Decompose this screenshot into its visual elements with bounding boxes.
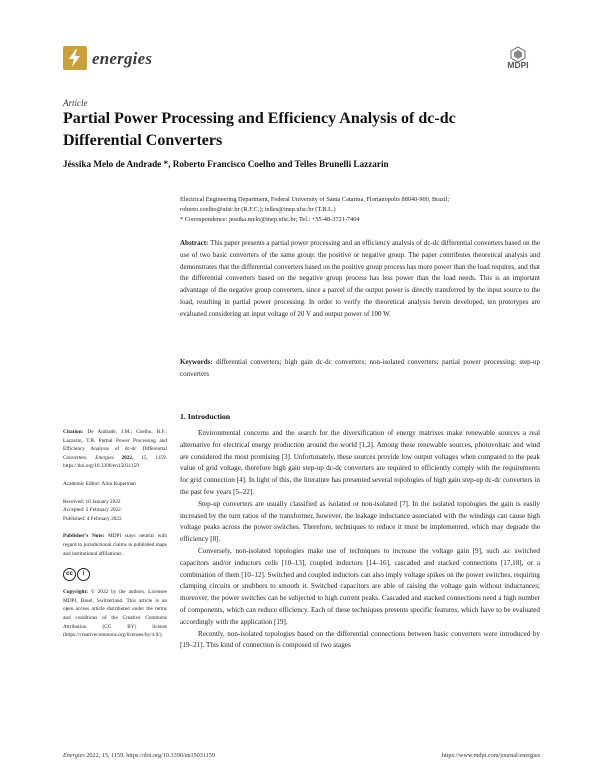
paragraph: Recently, non-isolated topologies based on the differential connections between basic converters were introduced by [19–21]. This kind of connection is composed of two stages xyxy=(180,629,540,650)
citation-text: De Andrade, J.M.; Coelho, R.F.; Lazzarin, T.B. Partial Power Processing and Efficiency Analysis of dc-dc Differential Converters. xyxy=(63,429,167,461)
received-date: Received: 10 January 2022 xyxy=(63,498,121,505)
abstract-text: This paper presents a partial power processing and an efficiency analysis of dc-dc differential converters based on the use of two basic converters of the same group: the positive or negative group. The paper contributes theoretical analysis and demonstrates that the differential converters based on the positive group process has more power than the load requires, and that the differential converters based on the negative group process has less power than the load needs. This is an important advantage of the negative group converters, since a parcel of the output power is directly transferred by the input source to the load, resulting in partial power processing. In order to verify the theoretical analysis herein developed, ten prototypes are evaluated considering an input voltage of 20 V and output power of 100 W. xyxy=(180,239,540,318)
journal-logo[interactable] xyxy=(63,46,87,70)
body-text xyxy=(180,428,540,652)
affiliation-block xyxy=(180,195,540,225)
cc-icon: cc xyxy=(63,568,76,581)
sidebar xyxy=(63,428,167,640)
abstract-label: Abstract: xyxy=(180,239,209,247)
copyright-block xyxy=(63,588,167,640)
citation-year: 2022, xyxy=(121,454,134,461)
journal-name[interactable]: energies xyxy=(92,49,153,68)
author-list: Jéssika Melo de Andrade *, Roberto Francisco Coelho and Telles Brunelli Lazzarin xyxy=(63,159,389,169)
correspondence-line[interactable]: * Correspondence: jessika.melo@inep.ufsc.br; Tel.: +55-48-3721-7464 xyxy=(180,216,360,223)
article-type: Article xyxy=(63,98,88,108)
footer-citation xyxy=(63,752,215,759)
copyright-label: Copyright: xyxy=(63,589,89,596)
citation-volume: 15, xyxy=(141,454,148,461)
lightning-icon xyxy=(63,46,87,70)
attribution-icon: i xyxy=(77,568,90,581)
paragraph: Environmental concerns and the search for the diversification of energy matrixes make renewable sources a real alternative for electrical energy production around the world [1,2]. Among these renewable sources, photovoltaic and wind are considered the most promising [3]. Unfortunately, these sources provide low output voltages when compared to the peak value of grid voltage, therefore high gain step-up dc-dc converters are required to efficiently comply with the requirements for grid connection [4]. In light of this, the literature has presented several topologies of high gain step-up dc-dc converters in the past few years [5–22]. xyxy=(180,429,540,496)
paper-title: Partial Power Processing and Efficiency Analysis of dc-dc Differential Converters xyxy=(63,110,456,149)
footer-citation-text[interactable]: 2022, 15, 1159. https://doi.org/10.3390/en15031159 xyxy=(86,752,215,759)
footer-journal: Energies xyxy=(63,752,85,759)
paragraph: Conversely, non-isolated topologies make use of techniques to increase the voltage gain [9], such as: switched capacitors and/or inductors cells [10–13], coupled inductors [14–16], cascaded and stacked connections [17,18], or a combination of them [10–12]. Switched and coupled inductors can also imply voltage spikes on the power switches, requiring clamping circuits or snubbers to smooth it. Switched capacitors are able of raising the voltage gain without inductances; moreover, the power switches can be subjected to high current peaks. Cascaded and stacked connections need a high number of components, which can reduce efficiency. Each of these techniques presents specific features, which have to be evaluated accordingly with the application [19]. xyxy=(180,546,540,626)
paragraph: Step-up converters are usually classified as isolated or non-isolated [7]. In the isolated topologies the gain is easily increased by the turn ratios of the transformer, however, the leakage inductance associated with the windings can cause high voltage peaks across the power switches. Therefore, techniques to reduce it must be implemented, which may degrade the efficiency [8]. xyxy=(180,499,540,544)
citation-journal: Energies xyxy=(95,454,114,461)
accepted-date: Accepted: 2 February 2022 xyxy=(63,507,121,514)
copyright-text[interactable]: © 2022 by the authors. Licensee MDPI, Basel, Switzerland. This article is an open access article distributed under the terms and conditions of the Creative Commons Attribution (CC BY) license (https://creativecommons.org/licenses/by/4.0/). xyxy=(63,589,167,639)
keywords-label: Keywords: xyxy=(180,358,213,366)
affiliation-emails[interactable]: roberto.coelho@ufsc.br (R.F.C.); telles@inep.ufsc.br (T.B.L.) xyxy=(180,206,336,213)
affiliation-line: Electrical Engineering Department, Federal University of Santa Catarina, Florianopolis 88040-900, Brazil; xyxy=(180,196,450,203)
academic-editor: Academic Editor: Alon Kuperman xyxy=(63,480,136,487)
footer-journal-url[interactable]: https://www.mdpi.com/journal/energies xyxy=(441,752,540,759)
keywords-text: differential converters; high gain dc-dc converters; non-isolated converters; partial power processing; step-up converters xyxy=(180,358,541,378)
abstract xyxy=(180,238,540,321)
publisher-name: MDPI xyxy=(507,60,529,70)
citation-pages: 1159. xyxy=(155,454,167,461)
citation-label: Citation: xyxy=(63,429,84,435)
cc-by-license-badge[interactable] xyxy=(63,567,99,581)
publisher-note-label: Publisher's Note: xyxy=(63,533,105,540)
publisher-note-text: MDPI stays neutral with regard to jurisdictional claims in published maps and institutional affiliations. xyxy=(63,533,167,557)
published-date: Published: 4 February 2022 xyxy=(63,515,122,522)
citation-block xyxy=(63,428,167,471)
keywords xyxy=(180,357,540,381)
section-heading-introduction: 1. Introduction xyxy=(180,412,231,421)
citation-doi-link[interactable]: https://doi.org/10.3390/en15031159 xyxy=(63,463,139,470)
publisher-note xyxy=(63,532,167,558)
